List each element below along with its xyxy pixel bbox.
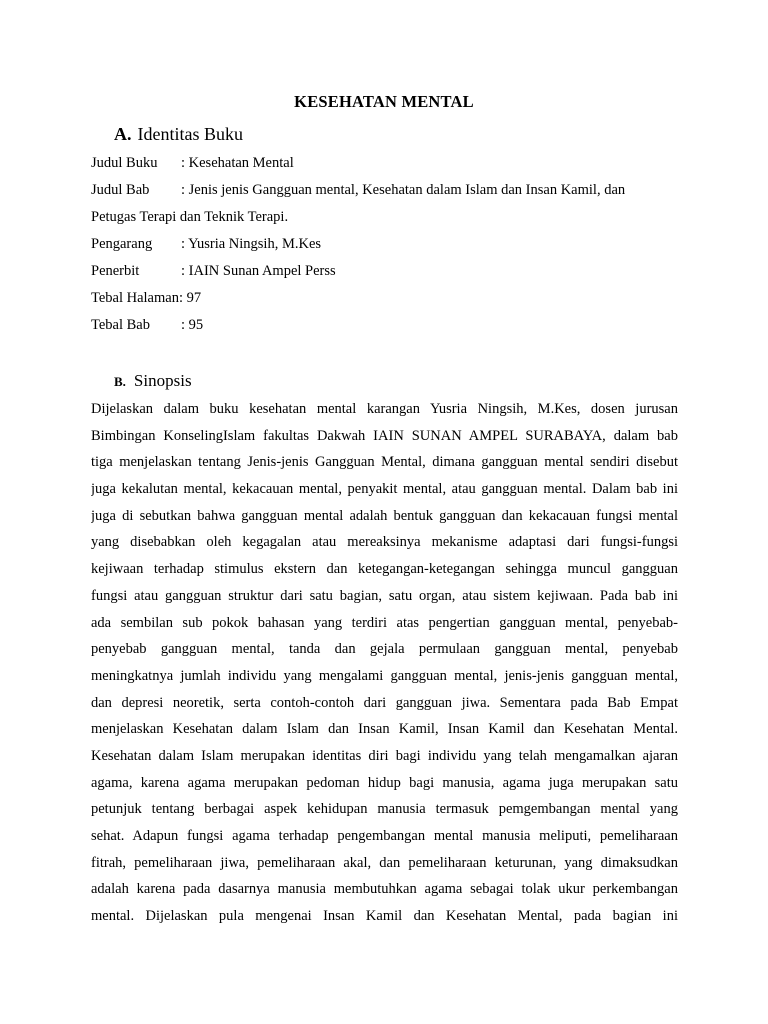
synopsis-line: sehat. Adapun fungsi agama terhadap pengembangan mental manusia meliputi, pemeliharaan (91, 828, 678, 844)
section-b-title: Sinopsis (133, 371, 192, 390)
synopsis-line: juga kekalutan mental, kekacauan mental, penyakit mental, atau gangguan mental. Dalam bab ini (91, 481, 678, 498)
info-penerbit (91, 261, 336, 281)
synopsis-line: petunjuk tentang berbagai aspek kehidupan manusia termasuk pemgembangan mental yang (91, 801, 678, 818)
info-tebal-halaman (91, 288, 201, 308)
section-b-marker: B. (114, 374, 126, 389)
section-b-heading (114, 371, 192, 391)
synopsis-line: fungsi atau gangguan struktur dari satu bagian, satu organ, atau sistem kejiwaan. Pada bab ini (91, 587, 678, 604)
info-tebal-bab (91, 315, 203, 335)
synopsis-line: juga di sebutkan bahwa gangguan mental adalah bentuk gangguan dan kekacauan fungsi mental (91, 507, 678, 524)
info-value: : Kesehatan Mental (181, 155, 294, 171)
synopsis-line: Bimbingan KonselingIslam fakultas Dakwah IAIN SUNAN AMPEL SURABAYA, dalam bab (91, 427, 678, 444)
info-value: Petugas Terapi dan Teknik Terapi. (91, 209, 289, 225)
info-value: : IAIN Sunan Ampel Perss (181, 263, 336, 279)
synopsis-line: meningkatnya jumlah individu yang mengalami gangguan mental, jenis-jenis gangguan mental, (91, 667, 678, 684)
info-label: Penerbit (91, 263, 140, 279)
info-label: Judul Buku (91, 155, 158, 171)
document-title: KESEHATAN MENTAL (294, 92, 474, 111)
info-value: : Yusria Ningsih, M.Kes (181, 236, 322, 252)
info-value: : 95 (181, 317, 204, 333)
synopsis-line: adalah karena pada dasarnya manusia membutuhkan agama sebagai tolak ukur perkembangan (91, 881, 678, 898)
info-label: Tebal Halaman (91, 290, 179, 306)
synopsis-line: fitrah, pemeliharaan jiwa, pemeliharaan akal, dan pemeliharaan keturunan, yang dimaksudkan (91, 854, 678, 871)
info-value: : 97 (178, 290, 202, 306)
info-pengarang (91, 234, 321, 254)
info-judul-bab-continued (91, 207, 288, 227)
synopsis-line: agama, karena agama merupakan pedoman hidup bagi manusia, agama juga merupakan satu (91, 774, 678, 791)
info-judul-buku (91, 153, 294, 173)
synopsis-line: kejiwaan terhadap stimulus ekstern dan ketegangan-ketegangan sehingga muncul gangguan (91, 561, 678, 578)
synopsis-line: yang disebabkan oleh kegagalan atau mereaksinya mekanisme adaptasi dari fungsi-fungsi (91, 534, 678, 551)
section-a-heading (114, 124, 243, 145)
info-judul-bab (91, 180, 625, 200)
synopsis-line: Dijelaskan dalam buku kesehatan mental karangan Yusria Ningsih, M.Kes, dosen jurusan (91, 401, 678, 417)
synopsis-line: dan depresi neoretik, serta contoh-contoh dari gangguan jiwa. Sementara pada Bab Empat (91, 694, 678, 711)
synopsis-paragraph (91, 396, 678, 930)
synopsis-line: Kesehatan dalam Islam merupakan identitas diri bagi individu yang telah mengamalkan ajaran (91, 747, 678, 764)
synopsis-line: ada sembilan sub pokok bahasan yang terdiri atas pengertian gangguan mental, penyebab- (91, 614, 678, 631)
info-label: Judul Bab (91, 182, 150, 198)
section-a-marker: A. (114, 124, 132, 144)
synopsis-line: menjelaskan Kesehatan dalam Islam dan Insan Kamil, Insan Kamil dan Kesehatan Mental. (91, 721, 678, 738)
synopsis-line: mental. Dijelaskan pula mengenai Insan Kamil dan Kesehatan Mental, pada bagian ini (91, 908, 678, 925)
info-label: Pengarang (91, 236, 153, 252)
synopsis-line: tiga menjelaskan tentang Jenis-jenis Gangguan Mental, dimana gangguan mental sendiri disebut (91, 454, 678, 471)
synopsis-line: penyebab gangguan mental, tanda dan gejala permulaan gangguan mental, penyebab (91, 641, 678, 658)
section-a-title: Identitas Buku (137, 124, 243, 144)
info-label: Tebal Bab (91, 317, 150, 333)
info-value: : Jenis jenis Gangguan mental, Kesehatan dalam Islam dan Insan Kamil, dan (181, 182, 626, 198)
